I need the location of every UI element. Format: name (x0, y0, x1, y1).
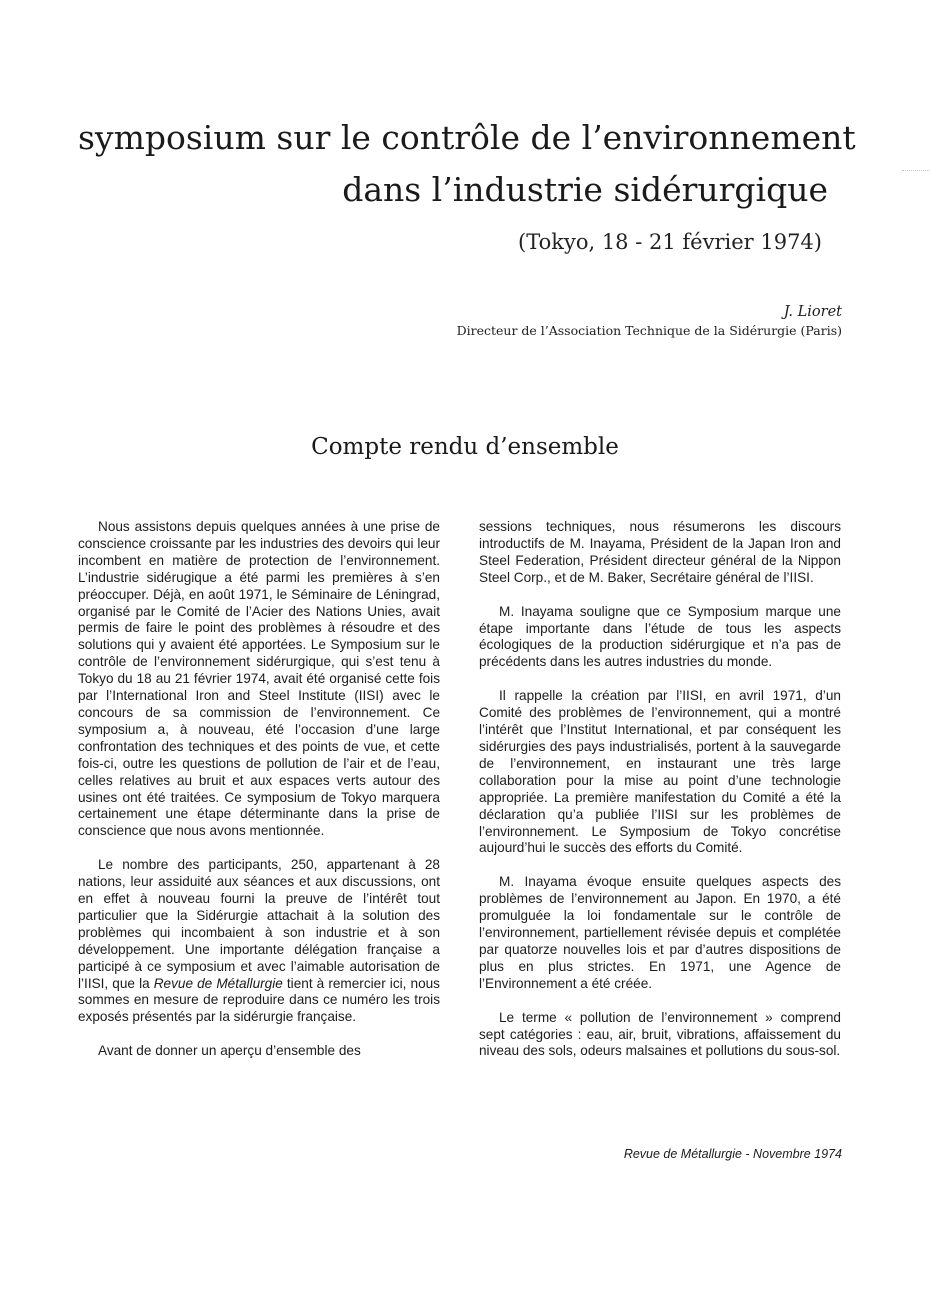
title-line-1: symposium sur le contrôle de l’environnement (78, 118, 856, 157)
author-affiliation: Directeur de l’Association Technique de la Sidérurgie (Paris) (456, 323, 842, 338)
right-column (479, 519, 841, 1060)
journal-name: Revue de Métallurgie (153, 975, 283, 991)
page-edge-mark (902, 170, 930, 171)
paragraph (78, 857, 440, 1026)
left-column (78, 519, 440, 1060)
paragraph: sessions techniques, nous résumerons les discours introductifs de M. Inayama, Président de la Japan Iron and Steel Federation, Président directeur général de la Nippon Steel Corp., et de M. Baker, Secrétaire général de l’IISI. (479, 519, 841, 585)
paragraph: M. Inayama souligne que ce Symposium marque une étape importante dans l’étude de tous les aspects écologiques de la production sidérurgique et n’a pas de précédents dans les autres industries du monde. (479, 603, 841, 670)
section-title: Compte rendu d’ensemble (311, 434, 619, 460)
title-line-2: dans l’industrie sidérurgique (342, 170, 828, 209)
journal-footer: Revue de Métallurgie - Novembre 1974 (623, 1147, 842, 1161)
paragraph: Il rappelle la création par l’IISI, en avril 1971, d’un Comité des problèmes de l’environnement, qui a montré l’intérêt que l’Institut International, et par conséquent les sidérurgies des pays industrialisés, portent à la sauvegarde de l’environnement, en instaurant une très large collaboration pour la mise au point d’une technologie appropriée. La première manifestation du Comité a été la déclaration qu’a publiée l’IISI sur les problèmes de l’environnement. Le Symposium de Tokyo concrétise aujourd’hui le succès des efforts du Comité. (479, 688, 841, 856)
paragraph-text: tient à remercier ici, nous sommes en mesure de reproduire dans ce numéro les trois exposés présentés par la sidérurgie française. (78, 975, 440, 1025)
paragraph: Le terme « pollution de l’environnement » comprend sept catégories : eau, air, bruit, vibrations, affaissement du niveau des sols, odeurs malsaines et pollutions du sous-sol. (479, 1009, 841, 1059)
author-name: J. Lioret (783, 304, 842, 320)
paragraph: Avant de donner un aperçu d’ensemble des (98, 1043, 361, 1059)
paragraph-text: Le nombre des participants, 250, appartenant à 28 nations, leur assiduité aux séances et aux discussions, ont en effet à nouveau fourni la preuve de l’intérêt tout particulier que la Sidérurgie attachait à la solution des problèmes qui incombaient à son industrie et à son développement. Une importante délégation française a participé à ce symposium et avec l’aimable autorisation de l’IISI, que la (78, 857, 440, 991)
symposium-dates: (Tokyo, 18 - 21 février 1974) (518, 230, 822, 254)
paragraph: M. Inayama évoque ensuite quelques aspects des problèmes de l’environnement au Japon. En 1970, a été promulguée la loi fondamentale sur le contrôle de l’environnement, partiellement révisée depuis et complétée par quatorze nouvelles lois et par d’autres dispositions de plus en plus strictes. En 1971, une Agence de l’Environnement a été créée. (479, 874, 841, 991)
paragraph: Nous assistons depuis quelques années à une prise de conscience croissante par les industries des devoirs qui leur incombent en matière de protection de l’environnement. L’industrie sidérugique a été parmi les premières à s’en préoccuper. Déjà, en août 1971, le Séminaire de Léningrad, organisé par le Comité de l’Acier des Nations Unies, avait permis de faire le point des problèmes à résoudre et des solutions qui y avaient été apportées. Le Symposium sur le contrôle de l’environnement sidérurgique, qui s’est tenu à Tokyo du 18 au 21 février 1974, avait été organisé cette fois par l’International Iron and Steel Institute (IISI) avec le concours de sa commission de l’environnement. Ce symposium a, à nouveau, été l’occasion d’une large confrontation des techniques et des points de vue, et cette fois-ci, outre les questions de pollution de l’air et de l’eau, celles relatives au bruit et aux espaces verts autour des usines ont été traitées. Ce symposium de Tokyo marquera certainement une étape déterminante dans la prise de conscience que nous avons mentionnée. (78, 519, 440, 839)
